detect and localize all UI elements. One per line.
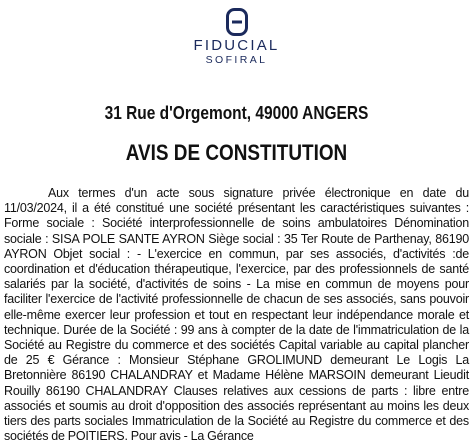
brand-logo <box>0 8 473 66</box>
notice-title: AVIS DE CONSTITUTION <box>125 140 348 165</box>
notice-body: Aux termes d'un acte sous signature privée électronique en date du 11/03/2024, il a été constitué une société présentant les caractéristiques suivantes : Forme sociale : Société interprofessionnelle de soins ambulatoires Dénomination sociale : SISA POLE SANTE AYRON Siège social : 35 Ter Route de Parthenay, 86190 AYRON Objet social : - L'exercice en commun, par ses associés, d'activités :de coordination et d'éducation thérapeutique, l'exercice, par des professionnels de santé salariés par la société, d'activités de soins - La mise en commun de moyens pour faciliter l'exercice de l'activité professionnelle de chacun de ses associés, sans pouvoir elle-même exercer leur profession et tout en respectant leur indépendance morale et technique. Durée de la Société : 99 ans à compter de la date de l'immatriculation de la Société au Registre du commerce et des sociétés Capital variable au capital plancher de 25 € Gérance : Monsieur Stéphane GROLIMUND demeurant Le Logis La Bretonnière 86190 CHALANDRAY et Madame Hélène MARSOIN demeurant Lieudit Rouilly 86190 CHALANDRAY Clauses relatives aux cessions de parts : libre entre associés et soumis au droit d'opposition des associés représentant au moins les deux tiers des parts sociales Immatriculation de la Société au Registre du commerce et des sociétés de POITIERS. Pour avis - La Gérance <box>4 186 469 444</box>
fiducial-logo-icon <box>226 8 248 36</box>
logo-subname: SOFIRAL <box>205 54 268 66</box>
company-address: 31 Rue d'Orgemont, 49000 ANGERS <box>104 103 369 123</box>
logo-name: FIDUCIAL <box>193 37 280 54</box>
